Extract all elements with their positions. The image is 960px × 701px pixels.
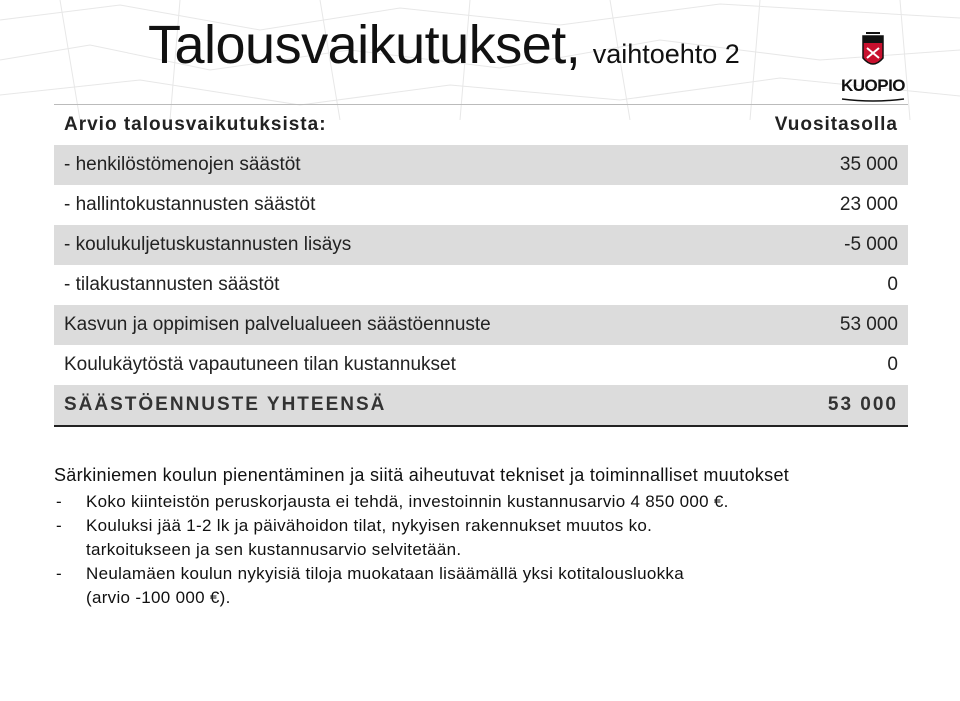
table-row xyxy=(54,185,908,225)
row-value: 0 xyxy=(887,274,898,295)
row-label: - hallintokustannusten säästöt xyxy=(64,194,316,215)
logo-underline-icon xyxy=(838,96,908,102)
row-label: Koulukäytöstä vapautuneen tilan kustannukset xyxy=(64,354,456,375)
table-total-row xyxy=(54,385,908,426)
bullet-line: Neulamäen koulun nykyisiä tiloja muokataan lisäämällä yksi kotitalousluokka xyxy=(86,564,684,583)
bullet-line: Koko kiinteistön peruskorjausta ei tehdä, investoinnin kustannusarvio 4 850 000 €. xyxy=(86,492,729,511)
page-title xyxy=(148,14,740,76)
title-main: Talousvaikutukset, xyxy=(148,15,581,75)
list-item xyxy=(54,514,914,562)
row-value: 53 000 xyxy=(701,305,908,345)
table-row xyxy=(54,345,908,385)
table-row xyxy=(54,265,908,305)
notes-intro: Särkiniemen koulun pienentäminen ja siitä aiheutuvat tekniset ja toiminnalliset muutokset xyxy=(54,465,790,485)
table-row xyxy=(54,305,908,345)
row-label: Kasvun ja oppimisen palvelualueen säästöennuste xyxy=(54,305,701,345)
row-label: - koulukuljetuskustannusten lisäys xyxy=(54,225,701,265)
row-value: 0 xyxy=(887,354,898,375)
logo-text: KUOPIO xyxy=(840,76,906,95)
economic-impact-table xyxy=(54,104,908,427)
bullet-dash: - xyxy=(56,492,62,511)
total-label: SÄÄSTÖENNUSTE YHTEENSÄ xyxy=(54,385,701,426)
bullet-dash: - xyxy=(56,516,62,535)
list-item xyxy=(54,490,914,514)
row-value: -5 000 xyxy=(701,225,908,265)
notes-list xyxy=(54,490,914,610)
bullet-line: tarkoitukseen ja sen kustannusarvio selvitetään. xyxy=(86,540,462,559)
notes-section xyxy=(54,462,914,610)
title-subtitle: vaihtoehto 2 xyxy=(592,39,740,69)
bullet-dash: - xyxy=(56,564,62,583)
row-label: - henkilöstömenojen säästöt xyxy=(54,145,701,185)
table-row xyxy=(54,145,908,185)
row-value: 35 000 xyxy=(701,145,908,185)
row-value: 23 000 xyxy=(839,194,898,215)
table-header-value: Vuositasolla xyxy=(701,105,908,146)
bullet-line: Kouluksi jää 1-2 lk ja päivähoidon tilat, nykyisen rakennukset muutos ko. xyxy=(86,516,653,535)
bullet-line: (arvio -100 000 €). xyxy=(86,588,231,607)
table-header-row xyxy=(54,105,908,146)
total-value: 53 000 xyxy=(701,385,908,426)
list-item xyxy=(54,562,914,610)
coat-of-arms-icon xyxy=(838,30,908,76)
table-row xyxy=(54,225,908,265)
table-header-label: Arvio talousvaikutuksista: xyxy=(54,105,701,146)
kuopio-logo xyxy=(838,30,908,102)
row-label: - tilakustannusten säästöt xyxy=(64,274,280,295)
